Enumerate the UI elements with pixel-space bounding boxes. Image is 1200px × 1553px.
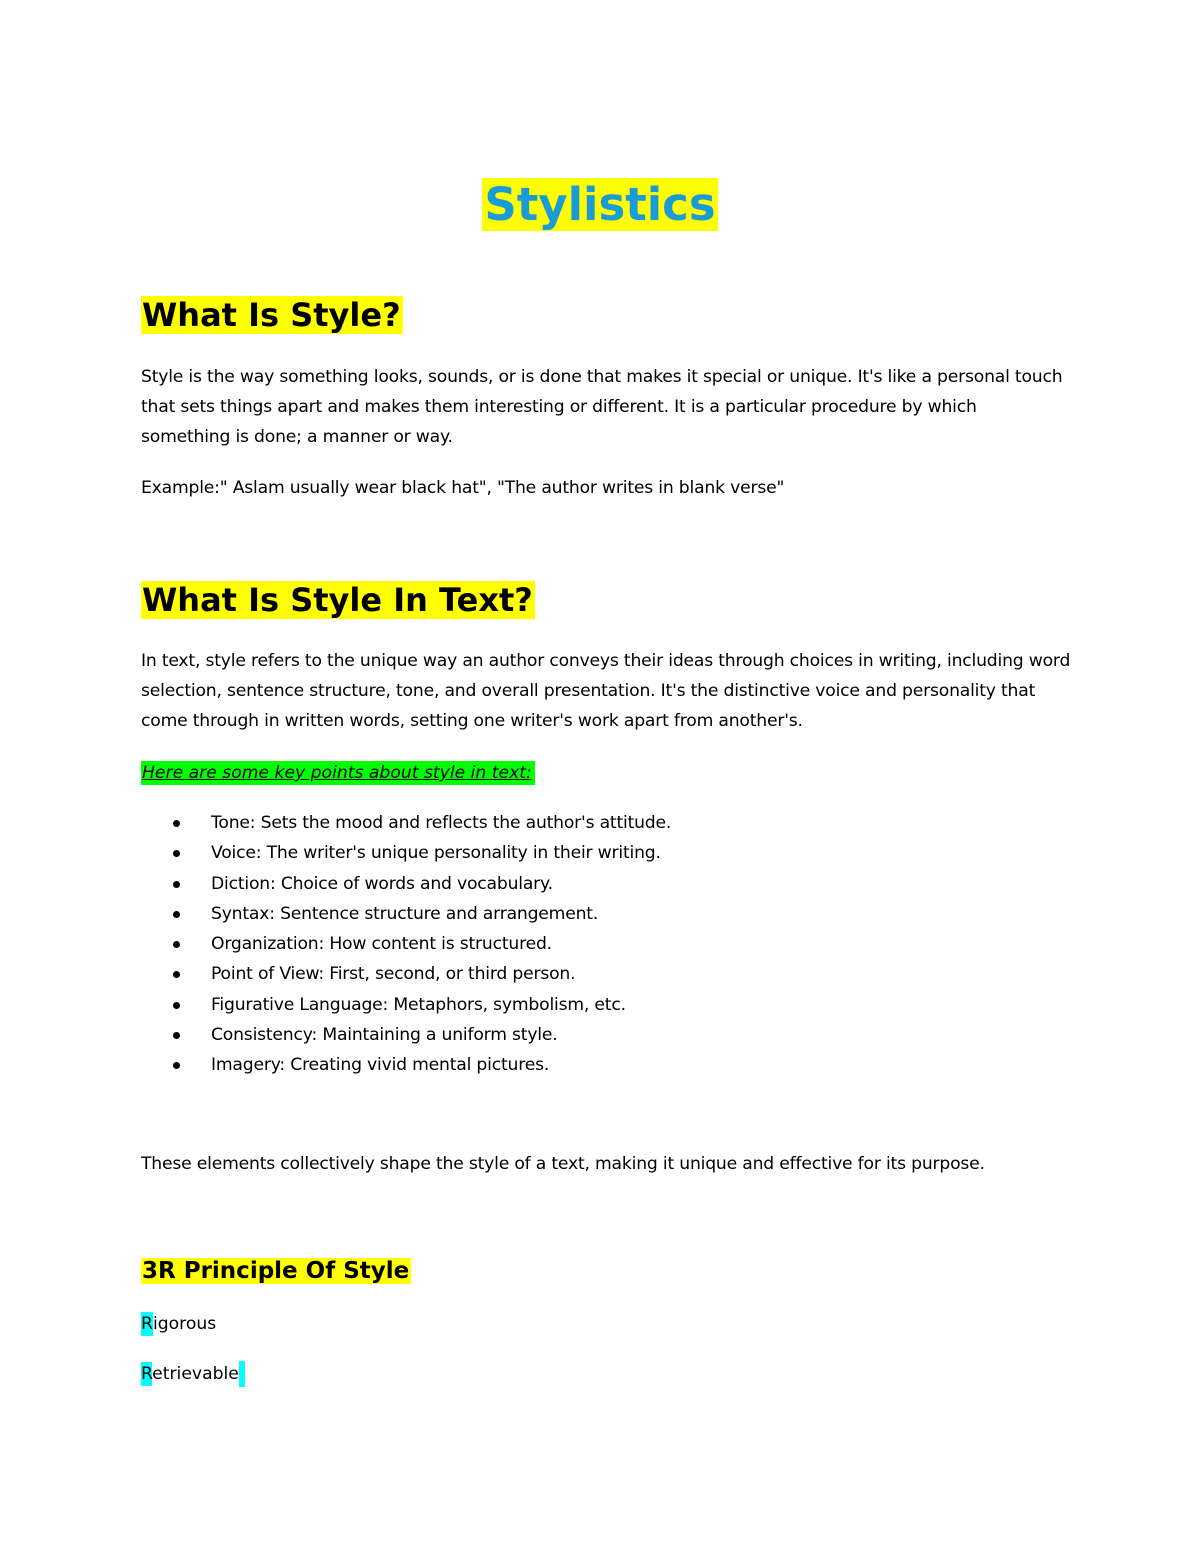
bullet-icon — [173, 850, 180, 857]
principle-initial: R — [141, 1364, 153, 1384]
list-item-text: Consistency: Maintaining a uniform style. — [211, 1025, 558, 1046]
list-item-text: Syntax: Sentence structure and arrangement. — [211, 903, 599, 924]
list-item — [141, 990, 671, 1020]
list-item — [141, 838, 671, 868]
principle-rest: igorous — [152, 1314, 217, 1334]
section-heading-what-is-style — [141, 292, 403, 338]
bullet-icon — [173, 820, 180, 827]
bullet-icon — [173, 971, 180, 978]
principle-item-rigorous — [141, 1309, 216, 1339]
paragraph-style-definition: Style is the way something looks, sounds, or is done that makes it special or unique. It's like a personal touch that sets things apart and makes them interesting or different. It is a particular procedure by which something is done; a manner or way. — [141, 367, 1063, 448]
key-points-intro — [141, 758, 535, 788]
list-item — [141, 959, 671, 989]
list-item — [141, 1020, 671, 1050]
key-points-intro-text: Here are some key points about style in text: — [141, 761, 535, 785]
list-item — [141, 869, 671, 899]
section-heading-text: 3R Principle Of Style — [142, 1258, 410, 1284]
document-title — [0, 172, 1200, 238]
paragraph-style-in-text: In text, style refers to the unique way an author conveys their ideas through choices in writing, including word selection, sentence structure, tone, and overall presentation. It's the distinctive voice and personality that come through in written words, setting one writer's work apart from another's. — [141, 651, 1071, 732]
paragraph-conclusion: These elements collectively shape the style of a text, making it unique and effective for its purpose. — [141, 1154, 985, 1174]
list-item — [141, 899, 671, 929]
list-item-text: Diction: Choice of words and vocabulary. — [211, 873, 553, 894]
list-item-text: Point of View: First, second, or third person. — [211, 964, 576, 985]
principle-initial: R — [141, 1314, 153, 1334]
section-heading-3r-principle — [141, 1254, 411, 1288]
document-title-text: Stylistics — [484, 178, 716, 232]
list-item-text: Imagery: Creating vivid mental pictures. — [211, 1055, 550, 1076]
bullet-icon — [173, 941, 180, 948]
list-item-text: Voice: The writer's unique personality in their writing. — [211, 843, 661, 864]
key-points-list — [141, 808, 671, 1081]
trailing-highlight — [239, 1361, 245, 1387]
section-heading-text: What Is Style? — [142, 296, 401, 334]
bullet-icon — [173, 1002, 180, 1009]
list-item-text: Tone: Sets the mood and reflects the author's attitude. — [211, 813, 672, 833]
section-heading-text: What Is Style In Text? — [142, 581, 533, 619]
bullet-icon — [173, 1062, 180, 1069]
bullet-icon — [173, 911, 180, 918]
section-heading-style-in-text — [141, 577, 535, 623]
principle-item-retrievable — [141, 1359, 245, 1389]
list-item — [141, 808, 671, 838]
bullet-icon — [173, 881, 180, 888]
list-item-text: Organization: How content is structured. — [211, 934, 552, 955]
list-item — [141, 929, 671, 959]
principle-rest: etrievable — [152, 1364, 239, 1384]
list-item-text: Figurative Language: Metaphors, symbolism, etc. — [211, 994, 626, 1015]
list-item — [141, 1050, 671, 1080]
bullet-icon — [173, 1032, 180, 1039]
paragraph-example: Example:" Aslam usually wear black hat", "The author writes in blank verse" — [141, 478, 785, 498]
